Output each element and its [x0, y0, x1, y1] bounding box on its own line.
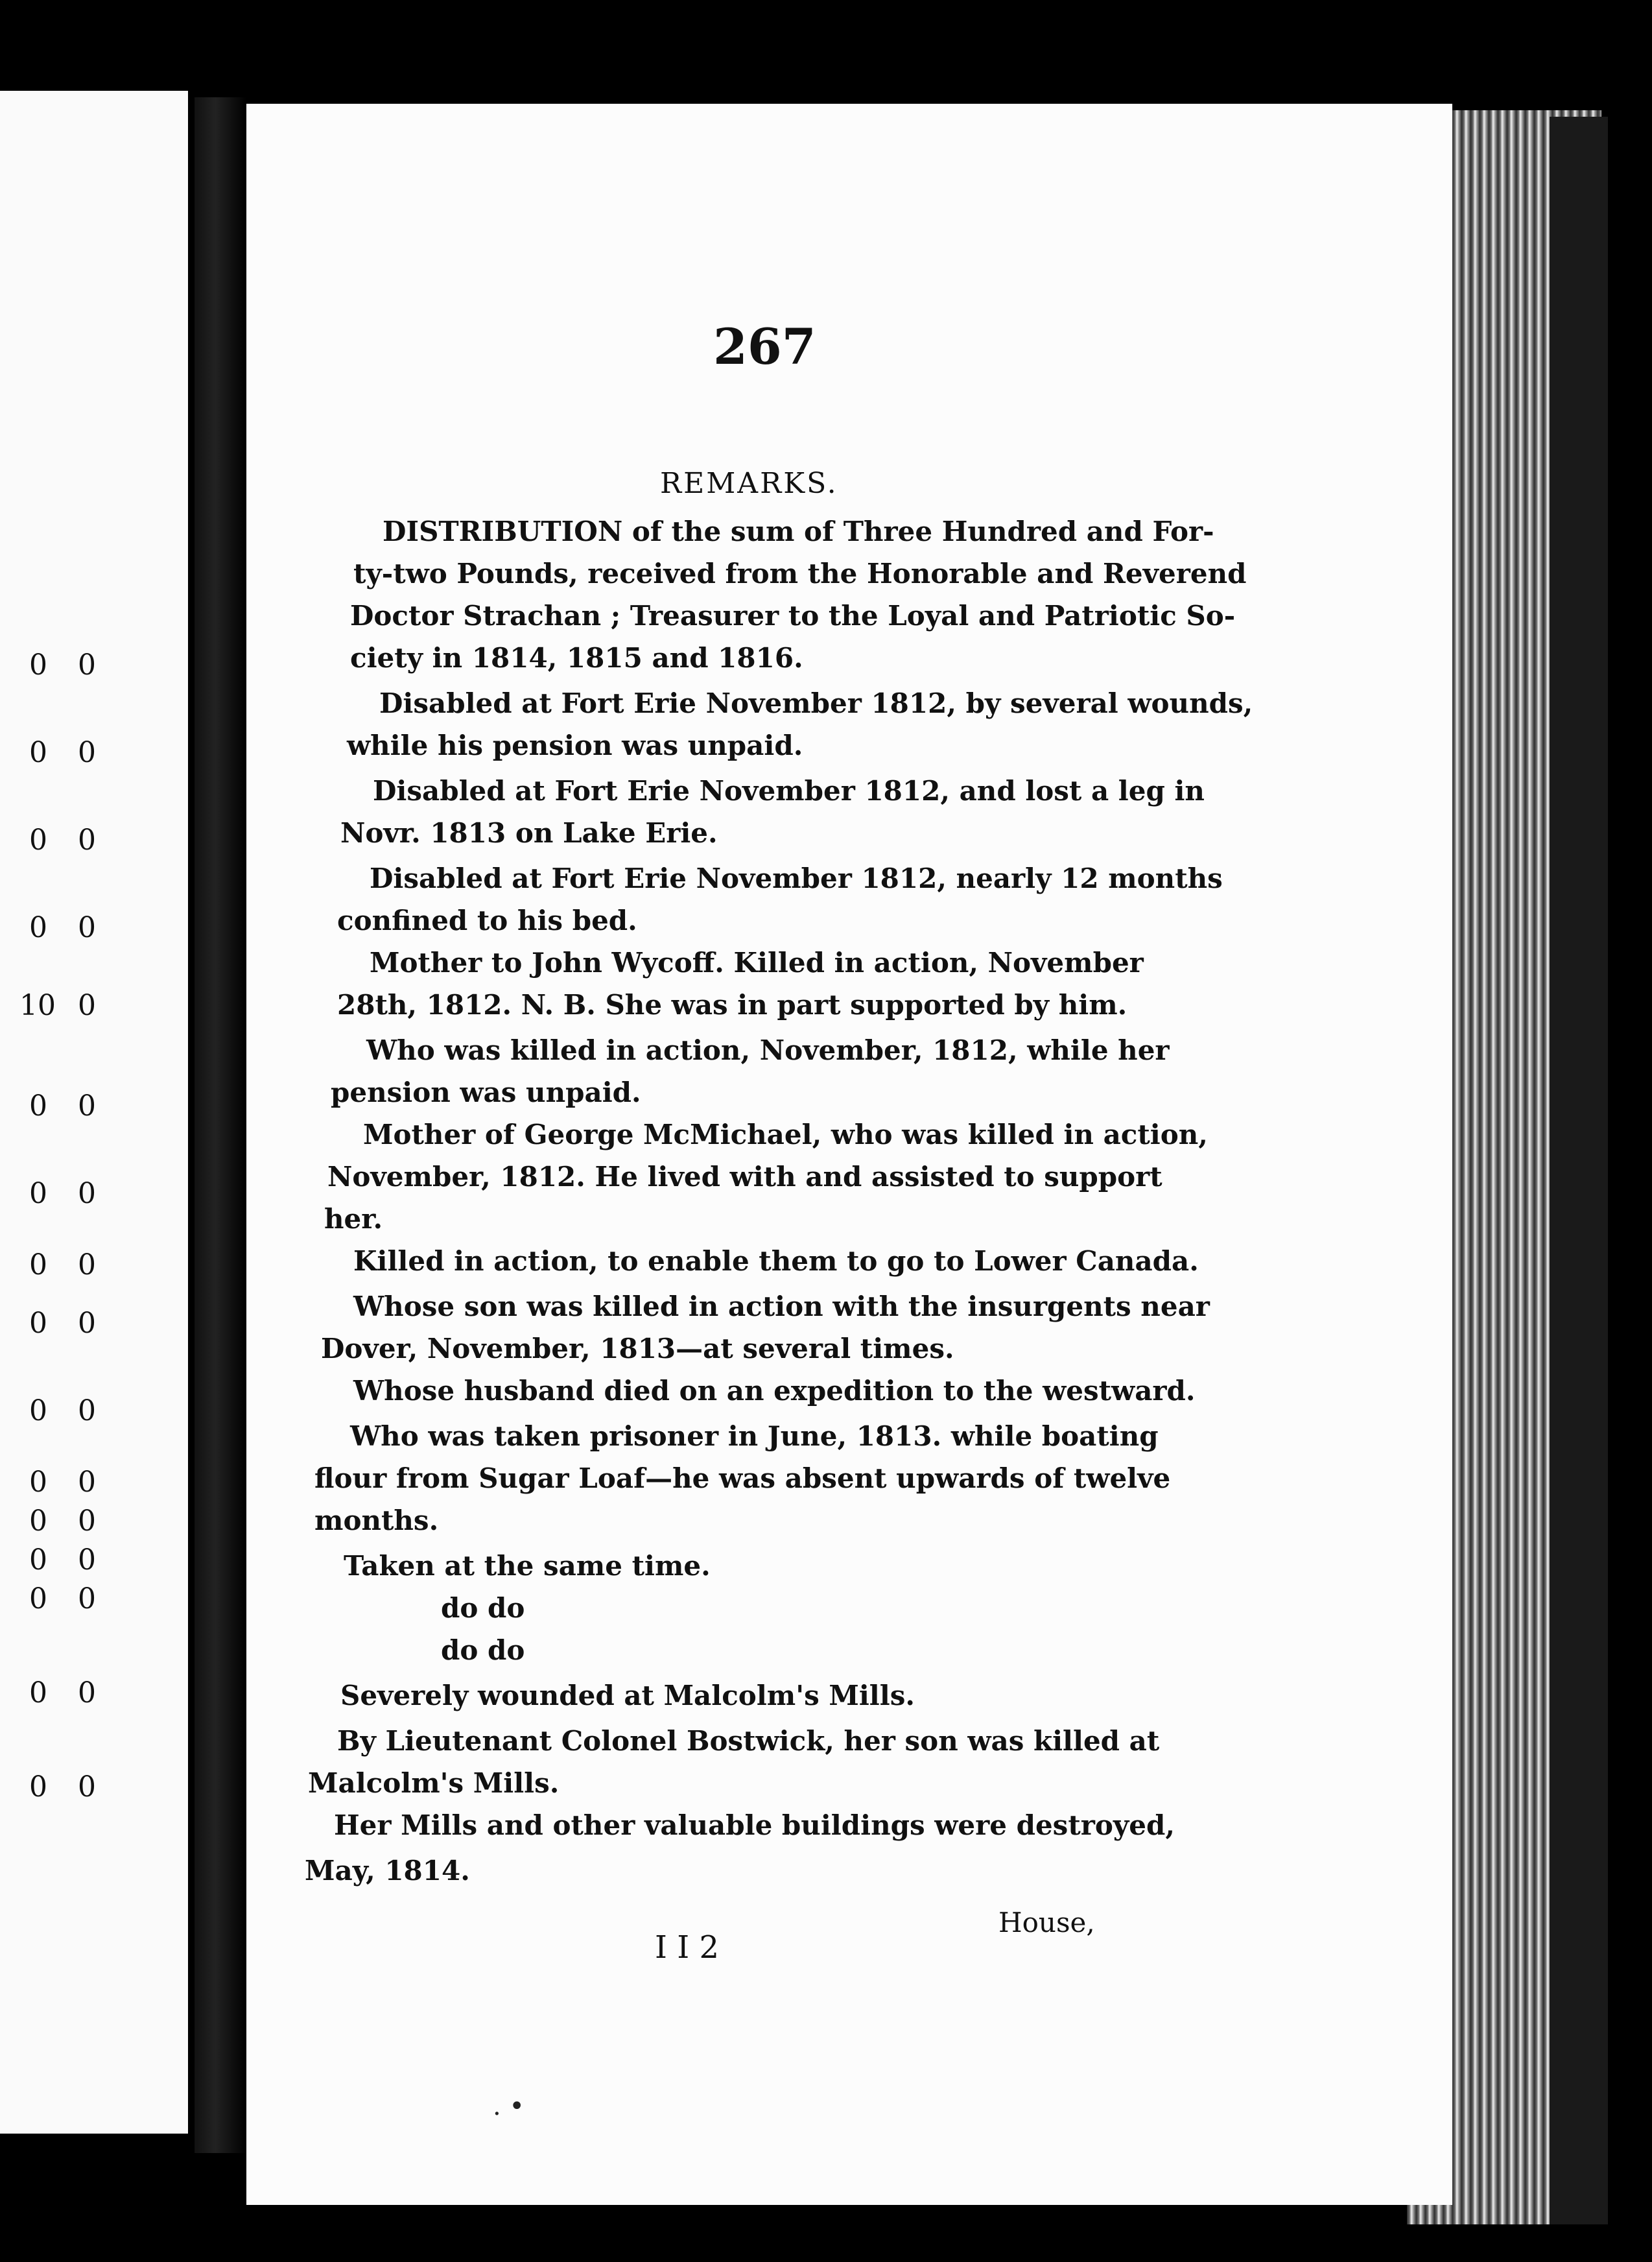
margin-value-b: 0	[78, 1505, 96, 1538]
margin-value-row	[0, 1307, 117, 1359]
margin-value-a: 0	[29, 1582, 47, 1615]
margin-value-row	[0, 1177, 117, 1229]
margin-value-a: 0	[29, 1770, 47, 1804]
margin-value-b: 0	[78, 736, 96, 769]
margin-value-a: 0	[29, 1248, 47, 1281]
printers-mark: . •	[493, 2091, 525, 2121]
margin-value-b: 0	[78, 1676, 96, 1709]
margin-value-a: 0	[29, 1177, 47, 1210]
margin-value-b: 0	[78, 1177, 96, 1210]
margin-value-a: 0	[29, 736, 47, 769]
remark-line: Dover, November, 1813—at several times.	[321, 1333, 954, 1364]
margin-value-b: 0	[78, 911, 96, 944]
margin-value-row	[0, 989, 117, 1041]
remark-line: her.	[324, 1203, 383, 1235]
margin-value-b: 0	[78, 1307, 96, 1340]
margin-value-a: 0	[29, 1543, 47, 1577]
page-edges-shadow	[1550, 117, 1608, 2224]
page-number: 267	[713, 318, 816, 375]
book-page	[246, 104, 1452, 2205]
remark-line: By Lieutenant Colonel Bostwick, her son was killed at	[337, 1725, 1160, 1757]
remark-line: months.	[314, 1505, 439, 1536]
margin-value-b: 0	[78, 1466, 96, 1499]
margin-value-row	[0, 824, 117, 875]
remark-line: May, 1814.	[305, 1855, 470, 1887]
margin-value-b: 0	[78, 649, 96, 682]
margin-value-b: 0	[78, 1394, 96, 1427]
remark-line: November, 1812. He lived with and assisted to support	[327, 1161, 1162, 1193]
margin-value-row	[0, 1582, 117, 1634]
remark-line: Killed in action, to enable them to go to Lower Canada.	[353, 1245, 1199, 1277]
binding-gutter	[195, 97, 246, 2153]
remark-line: ty-two Pounds, received from the Honorable and Reverend	[353, 558, 1247, 589]
margin-value-b: 0	[78, 1089, 96, 1123]
remark-line: Malcolm's Mills.	[308, 1767, 560, 1799]
remark-line: pension was unpaid.	[331, 1077, 641, 1108]
remark-line: Disabled at Fort Erie November 1812, nearly 12 months	[370, 863, 1223, 894]
margin-value-b: 0	[78, 1582, 96, 1615]
remark-line: Who was taken prisoner in June, 1813. while boating	[350, 1420, 1159, 1452]
remark-line: Whose son was killed in action with the insurgents near	[353, 1291, 1210, 1322]
margin-value-a: 0	[29, 1089, 47, 1123]
margin-value-a: 10	[19, 989, 56, 1022]
remark-line: Doctor Strachan ; Treasurer to the Loyal and Patriotic So-	[350, 600, 1236, 632]
remark-line: Severely wounded at Malcolm's Mills.	[340, 1680, 915, 1711]
remark-line: 28th, 1812. N. B. She was in part supported by him.	[337, 989, 1127, 1021]
remark-line: Whose husband died on an expedition to the westward.	[353, 1375, 1196, 1407]
remark-line: do do	[441, 1634, 525, 1666]
margin-value-row	[0, 1676, 117, 1728]
margin-value-row	[0, 1248, 117, 1300]
facing-page	[0, 91, 188, 2134]
margin-value-a: 0	[29, 1466, 47, 1499]
page-heading: REMARKS.	[660, 467, 838, 500]
margin-value-a: 0	[29, 911, 47, 944]
signature-mark: I I 2	[655, 1929, 719, 1966]
remark-line: Disabled at Fort Erie November 1812, by several wounds,	[379, 687, 1253, 719]
margin-value-b: 0	[78, 1248, 96, 1281]
catchword: House,	[998, 1907, 1095, 1938]
margin-value-a: 0	[29, 1394, 47, 1427]
remark-line: Mother to John Wycoff. Killed in action, November	[370, 947, 1144, 979]
margin-value-a: 0	[29, 1676, 47, 1709]
margin-value-b: 0	[78, 1543, 96, 1577]
margin-value-a: 0	[29, 1505, 47, 1538]
margin-value-a: 0	[29, 824, 47, 857]
remark-line: Novr. 1813 on Lake Erie.	[340, 817, 718, 849]
remark-line: flour from Sugar Loaf—he was absent upwards of twelve	[314, 1462, 1171, 1494]
remark-line: DISTRIBUTION of the sum of Three Hundred and For-	[383, 516, 1214, 547]
margin-value-a: 0	[29, 649, 47, 682]
margin-value-b: 0	[78, 1770, 96, 1804]
margin-value-b: 0	[78, 989, 96, 1022]
margin-value-a: 0	[29, 1307, 47, 1340]
remark-line: while his pension was unpaid.	[347, 730, 803, 761]
remark-line: Mother of George McMichael, who was killed in action,	[363, 1119, 1208, 1150]
margin-value-row	[0, 1394, 117, 1446]
remark-line: confined to his bed.	[337, 905, 637, 936]
margin-value-row	[0, 736, 117, 788]
remark-line: ciety in 1814, 1815 and 1816.	[350, 642, 803, 674]
margin-value-b: 0	[78, 824, 96, 857]
remark-line: Her Mills and other valuable buildings were destroyed,	[334, 1809, 1175, 1841]
remark-line: Who was killed in action, November, 1812, while her	[366, 1034, 1170, 1066]
margin-value-row	[0, 911, 117, 963]
remark-line: Taken at the same time.	[344, 1550, 711, 1582]
margin-value-row	[0, 1089, 117, 1141]
remark-line: do do	[441, 1592, 525, 1624]
remark-line: Disabled at Fort Erie November 1812, and lost a leg in	[373, 775, 1205, 807]
margin-value-row	[0, 649, 117, 700]
margin-value-row	[0, 1770, 117, 1822]
